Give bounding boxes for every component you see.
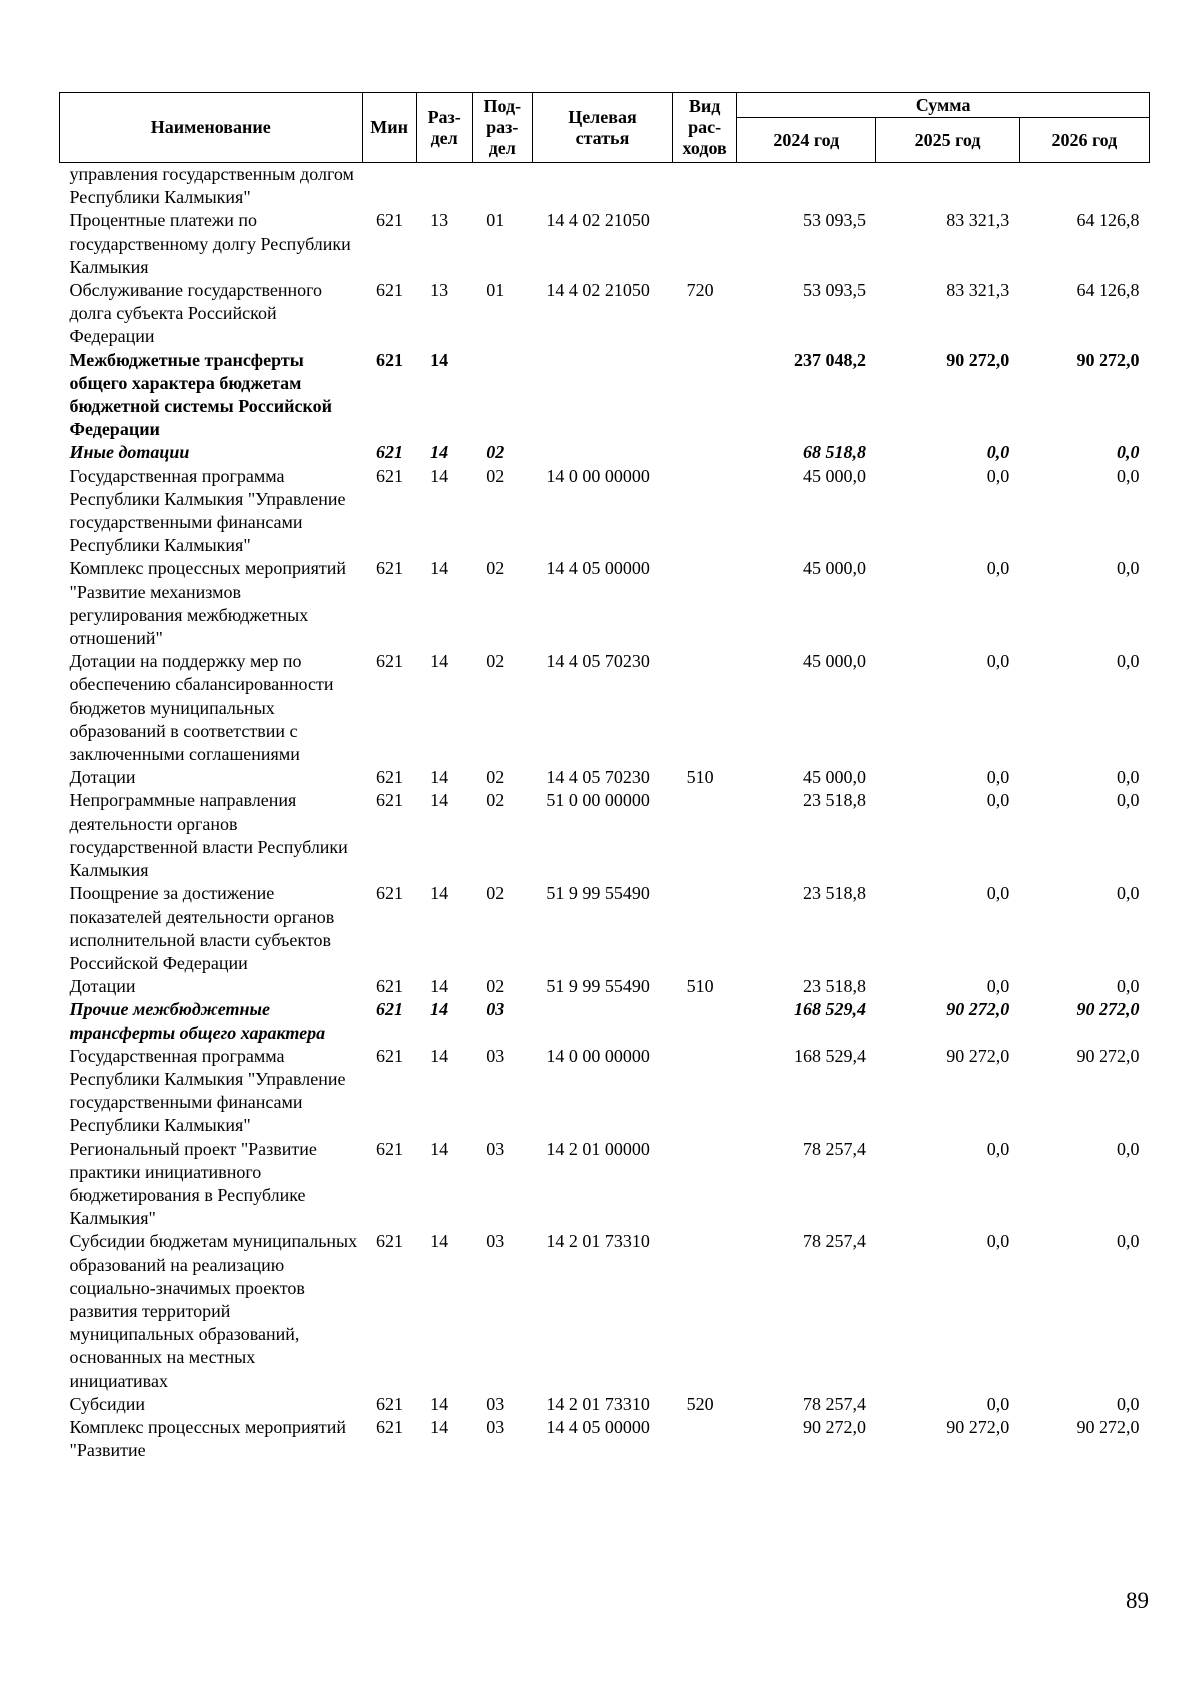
row-podrazdel: 02 (486, 767, 505, 788)
row-2025 (876, 163, 1019, 210)
header-2025: 2025 год (876, 118, 1019, 163)
row-2026: 64 126,8 (1076, 210, 1140, 231)
row-min: 621 (376, 1393, 404, 1414)
row-vid: 720 (686, 280, 714, 301)
row-razdel: 14 (430, 1393, 449, 1414)
row-name: Дотации (69, 976, 136, 997)
row-podrazdel: 03 (486, 1045, 505, 1066)
row-2026: 0,0 (1117, 767, 1140, 788)
table-row (60, 1138, 1150, 1231)
table-row (60, 557, 1150, 650)
row-2024: 53 093,5 (802, 280, 866, 301)
row-podrazdel: 02 (486, 442, 505, 463)
row-razdel: 14 (430, 442, 449, 463)
row-min: 621 (376, 1138, 404, 1159)
table-row (60, 1416, 1150, 1462)
row-2026: 0,0 (1117, 790, 1140, 811)
row-celevaya: 14 0 00 00000 (546, 1045, 650, 1066)
row-2024: 78 257,4 (802, 1138, 866, 1159)
row-razdel: 14 (430, 883, 449, 904)
table-row (60, 789, 1150, 882)
row-2024: 68 518,8 (802, 442, 866, 463)
row-min (362, 163, 416, 210)
row-vid (673, 1138, 737, 1231)
header-name: Наименование (60, 93, 363, 163)
table-row (60, 882, 1150, 975)
row-name: Прочие межбюджетные трансферты общего характера (69, 999, 326, 1043)
table-row (60, 1393, 1150, 1416)
row-vid: 520 (686, 1393, 714, 1414)
table-row (60, 766, 1150, 789)
row-2024: 78 257,4 (802, 1231, 866, 1252)
table-row (60, 975, 1150, 998)
row-vid (673, 882, 737, 975)
row-celevaya (532, 998, 672, 1044)
row-razdel: 14 (430, 1231, 449, 1252)
row-podrazdel: 02 (486, 465, 505, 486)
row-name: Дотации (69, 767, 136, 788)
header-razdel: Раз- дел (416, 93, 472, 163)
row-min: 621 (376, 1416, 404, 1437)
row-razdel: 14 (430, 558, 449, 579)
row-vid (673, 650, 737, 766)
row-vid (673, 1230, 737, 1392)
row-vid (673, 1045, 737, 1138)
row-2025: 90 272,0 (946, 1416, 1010, 1437)
row-min: 621 (376, 1045, 404, 1066)
row-celevaya: 14 4 05 70230 (546, 651, 650, 672)
row-2024: 23 518,8 (802, 883, 866, 904)
row-2025: 0,0 (986, 1231, 1010, 1252)
row-razdel: 14 (430, 1045, 449, 1066)
row-2026: 90 272,0 (1076, 1045, 1140, 1066)
row-podrazdel: 03 (486, 999, 505, 1020)
row-2025: 0,0 (986, 1138, 1010, 1159)
row-podrazdel: 02 (486, 651, 505, 672)
row-podrazdel (472, 349, 532, 442)
row-name: Комплекс процессных мероприятий "Развитие механизмов регулирования межбюджетных отношений" (69, 558, 347, 649)
row-celevaya: 14 2 01 73310 (546, 1393, 650, 1414)
row-celevaya: 51 9 99 55490 (546, 976, 650, 997)
row-2025: 90 272,0 (946, 1045, 1010, 1066)
row-podrazdel: 02 (486, 790, 505, 811)
row-2024: 23 518,8 (802, 790, 866, 811)
row-min: 621 (376, 999, 404, 1020)
row-celevaya: 14 4 05 70230 (546, 767, 650, 788)
row-podrazdel: 01 (486, 210, 505, 231)
row-vid (673, 349, 737, 442)
row-name: Поощрение за достижение показателей деятельности органов исполнительной власти субъектов Российской Федерации (69, 883, 335, 973)
row-name: Дотации на поддержку мер по обеспечению сбалансированности бюджетов муниципальных образований в соответствии с заключенными соглашениями (69, 651, 334, 765)
row-min: 621 (376, 1231, 404, 1252)
row-name: Комплекс процессных мероприятий "Развитие (69, 1416, 347, 1461)
row-2025: 0,0 (986, 976, 1010, 997)
row-razdel: 14 (430, 1138, 449, 1159)
row-min: 621 (376, 349, 404, 370)
row-2024: 45 000,0 (802, 558, 866, 579)
row-min: 621 (376, 883, 404, 904)
row-name: Иные дотации (69, 442, 190, 463)
row-celevaya: 51 9 99 55490 (546, 883, 650, 904)
row-2026: 90 272,0 (1076, 349, 1140, 370)
header-min: Мин (362, 93, 416, 163)
row-celevaya (532, 163, 672, 210)
row-min: 621 (376, 976, 404, 997)
row-2026: 0,0 (1117, 465, 1140, 486)
table-row (60, 279, 1150, 349)
header-2026: 2026 год (1019, 118, 1149, 163)
table-row (60, 209, 1150, 279)
row-2026: 0,0 (1117, 651, 1140, 672)
row-podrazdel: 02 (486, 558, 505, 579)
row-vid (673, 557, 737, 650)
row-min: 621 (376, 651, 404, 672)
row-2025: 0,0 (986, 883, 1010, 904)
row-2024: 237 048,2 (793, 349, 866, 370)
table-row (60, 650, 1150, 766)
row-podrazdel: 03 (486, 1231, 505, 1252)
row-razdel: 14 (430, 767, 449, 788)
row-name: Государственная программа Республики Калмыкия "Управление государственными финансами Республики Калмыкия" (69, 465, 346, 556)
row-2024: 90 272,0 (802, 1416, 866, 1437)
row-celevaya: 14 0 00 00000 (546, 465, 650, 486)
row-razdel: 14 (430, 349, 449, 370)
row-name: Государственная программа Республики Калмыкия "Управление государственными финансами Республики Калмыкия" (69, 1045, 346, 1136)
row-2026: 0,0 (1117, 883, 1140, 904)
row-name: Непрограммные направления деятельности органов государственной власти Республики Калмыкия (69, 790, 348, 881)
table-row (60, 163, 1150, 210)
row-2024: 168 529,4 (793, 1045, 866, 1066)
row-2026: 0,0 (1117, 1393, 1140, 1414)
row-2025: 90 272,0 (946, 999, 1010, 1020)
row-razdel: 14 (430, 1416, 449, 1437)
row-2026: 0,0 (1117, 976, 1140, 997)
row-podrazdel: 03 (486, 1393, 505, 1414)
row-2024: 23 518,8 (802, 976, 866, 997)
row-celevaya: 14 4 02 21050 (546, 210, 650, 231)
row-razdel: 14 (430, 790, 449, 811)
row-2025: 0,0 (986, 651, 1010, 672)
row-vid (673, 441, 737, 464)
row-celevaya (532, 349, 672, 442)
row-min: 621 (376, 280, 404, 301)
row-2024: 53 093,5 (802, 210, 866, 231)
row-vid (673, 163, 737, 210)
row-min: 621 (376, 210, 404, 231)
row-2026: 0,0 (1117, 1231, 1140, 1252)
row-2024 (737, 163, 876, 210)
row-razdel (416, 163, 472, 210)
row-2025: 0,0 (986, 465, 1010, 486)
header-2024: 2024 год (737, 118, 876, 163)
row-razdel: 13 (430, 210, 449, 231)
row-2025: 0,0 (986, 442, 1010, 463)
row-vid (673, 465, 737, 558)
row-min: 621 (376, 767, 404, 788)
row-celevaya: 51 0 00 00000 (546, 790, 650, 811)
row-vid (673, 789, 737, 882)
row-2024: 45 000,0 (802, 465, 866, 486)
row-vid: 510 (686, 976, 714, 997)
row-razdel: 13 (430, 280, 449, 301)
row-2024: 45 000,0 (802, 651, 866, 672)
row-min: 621 (376, 790, 404, 811)
row-celevaya: 14 2 01 73310 (546, 1231, 650, 1252)
page-number: 89 (1126, 1588, 1149, 1613)
row-name: Процентные платежи по государственному долгу Республики Калмыкия (69, 210, 351, 277)
row-2025: 0,0 (986, 1393, 1010, 1414)
row-name: Региональный проект "Развитие практики инициативного бюджетирования в Республике Калмыкия" (69, 1138, 317, 1229)
row-2024: 45 000,0 (802, 767, 866, 788)
table-header (60, 93, 1150, 163)
table-row (60, 1045, 1150, 1138)
row-2026: 0,0 (1117, 558, 1140, 579)
row-celevaya: 14 2 01 00000 (546, 1138, 650, 1159)
row-celevaya: 14 4 02 21050 (546, 280, 650, 301)
row-name: Обслуживание государственного долга субъекта Российской Федерации (69, 280, 323, 347)
table-row (60, 349, 1150, 442)
row-min: 621 (376, 465, 404, 486)
row-2025: 0,0 (986, 767, 1010, 788)
row-2025: 83 321,3 (946, 280, 1010, 301)
row-2026: 90 272,0 (1076, 999, 1140, 1020)
row-2025: 90 272,0 (946, 349, 1010, 370)
row-razdel: 14 (430, 999, 449, 1020)
table-row (60, 1230, 1150, 1392)
row-min: 621 (376, 558, 404, 579)
row-name: управления государственным долгом Республики Калмыкия" (69, 164, 354, 208)
table-row (60, 998, 1150, 1044)
row-celevaya: 14 4 05 00000 (546, 558, 650, 579)
row-2025: 0,0 (986, 558, 1010, 579)
row-name: Межбюджетные трансферты общего характера бюджетам бюджетной системы Российской Федерации (69, 349, 332, 440)
row-min: 621 (376, 442, 404, 463)
row-razdel: 14 (430, 465, 449, 486)
row-razdel: 14 (430, 976, 449, 997)
row-podrazdel: 02 (486, 883, 505, 904)
table-row (60, 465, 1150, 558)
row-celevaya (532, 441, 672, 464)
row-podrazdel: 01 (486, 280, 505, 301)
row-vid: 510 (686, 767, 714, 788)
budget-table (59, 92, 1150, 1462)
row-vid (673, 209, 737, 279)
row-name: Субсидии бюджетам муниципальных образований на реализацию социально-значимых проектов развития территорий муниципальных образований, основанных на местных инициативах (69, 1231, 358, 1391)
row-celevaya: 14 4 05 00000 (546, 1416, 650, 1437)
header-vid: Вид рас- ходов (673, 93, 737, 163)
row-podrazdel: 03 (486, 1138, 505, 1159)
row-2025: 83 321,3 (946, 210, 1010, 231)
row-vid (673, 1416, 737, 1462)
header-celevaya: Целевая статья (532, 93, 672, 163)
row-2025: 0,0 (986, 790, 1010, 811)
row-2026: 90 272,0 (1076, 1416, 1140, 1437)
row-podrazdel: 03 (486, 1416, 505, 1437)
row-2024: 168 529,4 (793, 999, 866, 1020)
budget-table-container (59, 92, 1150, 1462)
row-vid (673, 998, 737, 1044)
row-2026: 64 126,8 (1076, 280, 1140, 301)
table-body (60, 163, 1150, 1463)
header-podrazdel: Под- раз- дел (472, 93, 532, 163)
row-podrazdel (472, 163, 532, 210)
table-row (60, 441, 1150, 464)
header-summa: Сумма (737, 93, 1150, 118)
row-name: Субсидии (69, 1393, 146, 1414)
row-2026: 0,0 (1117, 1138, 1140, 1159)
row-podrazdel: 02 (486, 976, 505, 997)
row-2026 (1019, 163, 1149, 210)
row-2024: 78 257,4 (802, 1393, 866, 1414)
row-razdel: 14 (430, 651, 449, 672)
row-2026: 0,0 (1117, 442, 1140, 463)
